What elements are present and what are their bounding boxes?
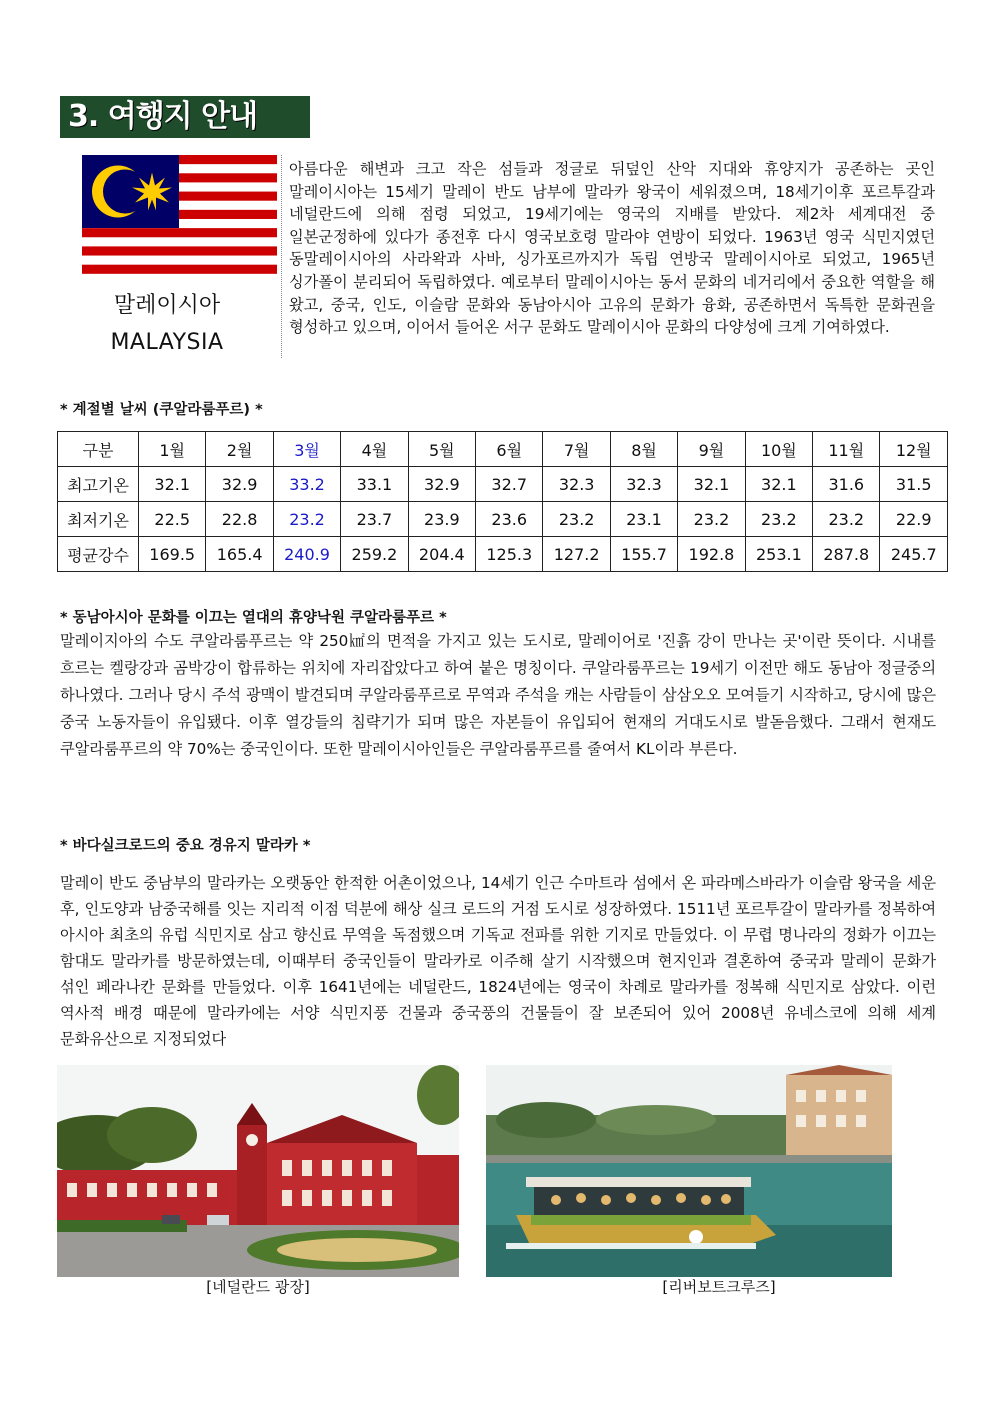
table-cell: 240.9 xyxy=(273,537,340,572)
table-cell: 23.6 xyxy=(476,502,543,537)
table-header-cell: 10월 xyxy=(745,432,812,467)
table-cell: 32.9 xyxy=(206,467,273,502)
table-cell: 33.2 xyxy=(273,467,340,502)
table-cell: 253.1 xyxy=(745,537,812,572)
table-cell: 23.2 xyxy=(745,502,812,537)
table-cell: 23.2 xyxy=(273,502,340,537)
table-header-cell: 3월 xyxy=(273,432,340,467)
table-cell: 32.3 xyxy=(543,467,610,502)
table-header-row xyxy=(58,432,948,467)
kl-paragraph: 말레이지아의 수도 쿠알라룸푸르는 약 250㎢의 면적을 가지고 있는 도시로, 말레이어로 '진흙 강이 만나는 곳'이란 뜻이다. 시내를 흐르는 켈랑강과 곰박강이 합류하는 위치에 자리잡았다고 하여 붙은 명칭이다. 쿠알라룸푸르는 19세기 이전만 해도 동남아 정글중의 하나였다. 그러나 당시 주석 광맥이 발견되며 쿠알라룸푸르로 무역과 주석을 캐는 사람들이 삼삼오오 모여들기 시작하고, 당시에 많은 중국 노동자들이 유입됐다. 이후 열강들의 침략기가 되며 많은 자본들이 유입되어 현재의 거대도시로 발돋음했다. 그래서 현재도 쿠알라룸푸르의 약 70%는 중국인이다. 또한 말레이시아인들은 쿠알라룸푸르를 줄여서 KL이라 부른다. xyxy=(60,632,936,758)
malaysia-flag-icon xyxy=(82,155,277,283)
table-header-cell: 구분 xyxy=(58,432,139,467)
table-cell: 최저기온 xyxy=(58,502,139,537)
table-row xyxy=(58,467,948,502)
table-cell: 22.9 xyxy=(880,502,948,537)
table-cell: 33.1 xyxy=(341,467,408,502)
table-cell: 259.2 xyxy=(341,537,408,572)
table-cell: 32.1 xyxy=(678,467,745,502)
red-colonial-square-photo xyxy=(57,1065,459,1277)
table-cell: 165.4 xyxy=(206,537,273,572)
table-header-cell: 8월 xyxy=(610,432,677,467)
table-cell: 32.9 xyxy=(408,467,475,502)
table-row xyxy=(58,537,948,572)
photo-caption: [네덜란드 광장] xyxy=(206,1278,310,1296)
table-cell: 192.8 xyxy=(678,537,745,572)
weather-heading: * 계절별 날씨 (쿠알라룸푸르) * xyxy=(60,402,263,418)
table-cell: 155.7 xyxy=(610,537,677,572)
table-header-cell: 12월 xyxy=(880,432,948,467)
table-header-cell: 5월 xyxy=(408,432,475,467)
table-cell: 23.9 xyxy=(408,502,475,537)
intro-paragraph: 아름다운 해변과 크고 작은 섬들과 정글로 뒤덮인 산악 지대와 휴양지가 공존하는 곳인 말레이시아는 15세기 말레이 반도 남부에 말라카 왕국이 세워졌으며, 18세기이후 포르투갈과 네덜란드에 의해 점령 되었고, 19세기에는 영국의 지배를 받았다. 제2차 세계대전 중 일본군정하에 있다가 종전후 다시 영국보호령 말라야 연방이 되었다. 1963년 영국 식민지였던 동말레이시아의 사라왁과 사바, 싱가포르까지가 독립 연방국 말레이시아로 되었고, 1965년 싱가폴이 분리되어 독립하였다. 예로부터 말레이시아는 동서 문화의 네거리에서 중요한 역할을 해 왔고, 중국, 인도, 이슬람 문화와 동남아시아 고유의 문화가 융화, 공존하면서 독특한 문화권을 형성하고 있으며, 이어서 들어온 서구 문화도 말레이시아 문화의 다양성에 크게 기여하였다. xyxy=(289,160,935,337)
table-header-cell: 7월 xyxy=(543,432,610,467)
table-cell: 32.1 xyxy=(745,467,812,502)
weather-table xyxy=(57,431,948,572)
table-cell: 32.1 xyxy=(139,467,206,502)
divider xyxy=(281,155,282,358)
table-cell: 125.3 xyxy=(476,537,543,572)
malacca-heading: * 바다실크로드의 중요 경유지 말라카 * xyxy=(60,838,311,854)
table-cell: 22.5 xyxy=(139,502,206,537)
table-cell: 245.7 xyxy=(880,537,948,572)
table-cell: 23.1 xyxy=(610,502,677,537)
table-cell: 31.5 xyxy=(880,467,948,502)
photo-caption: [리버보트크루즈] xyxy=(662,1278,776,1296)
table-header-cell: 2월 xyxy=(206,432,273,467)
table-cell: 23.2 xyxy=(543,502,610,537)
malacca-paragraph: 말레이 반도 중남부의 말라카는 오랫동안 한적한 어촌이었으나, 14세기 인근 수마트라 섬에서 온 파라메스바라가 이슬람 왕국을 세운 후, 인도양과 남중국해를 잇는 지리적 이점 덕분에 해상 실크 로드의 거점 도시로 성장하였다. 1511년 포르투갈이 말라카를 정복하여 아시아 최초의 유럽 식민지로 삼고 향신료 무역을 독점했으며 기독교 전파를 위한 기지로 만들었다. 이 무렵 명나라의 정화가 이끄는 함대도 말라카를 방문하였는데, 이때부터 중국인들이 말라카로 이주해 살기 시작했으며 현지인과 결혼하여 중국과 말레이 문화가 섞인 페라나칸 문화를 만들었다. 이후 1641년에는 네덜란드, 1824년에는 영국이 차례로 말라카를 정복해 식민지로 삼았다. 이런 역사적 배경 때문에 말라카에는 서양 식민지풍 건물과 중국풍의 건물들이 잘 보존되어 있어 2008년 유네스코에 의해 세계 문화유산으로 지정되었다 xyxy=(60,874,936,1048)
table-cell: 32.7 xyxy=(476,467,543,502)
country-name-en: MALAYSIA xyxy=(110,330,224,355)
kl-heading: * 동남아시아 문화를 이끄는 열대의 휴양낙원 쿠알라룸푸르 * xyxy=(60,610,447,626)
table-cell: 평균강수 xyxy=(58,537,139,572)
table-row xyxy=(58,502,948,537)
table-cell: 23.2 xyxy=(678,502,745,537)
table-header-cell: 6월 xyxy=(476,432,543,467)
country-name-ko: 말레이시아 xyxy=(113,293,221,318)
table-cell: 31.6 xyxy=(813,467,880,502)
table-cell: 127.2 xyxy=(543,537,610,572)
table-header-cell: 9월 xyxy=(678,432,745,467)
table-cell: 23.7 xyxy=(341,502,408,537)
section-title: 3. 여행지 안내 xyxy=(60,96,310,138)
table-header-cell: 4월 xyxy=(341,432,408,467)
river-boat-photo xyxy=(486,1065,892,1277)
table-cell: 287.8 xyxy=(813,537,880,572)
table-cell: 204.4 xyxy=(408,537,475,572)
table-cell: 최고기온 xyxy=(58,467,139,502)
table-cell: 23.2 xyxy=(813,502,880,537)
table-cell: 32.3 xyxy=(610,467,677,502)
table-header-cell: 11월 xyxy=(813,432,880,467)
table-cell: 22.8 xyxy=(206,502,273,537)
table-header-cell: 1월 xyxy=(139,432,206,467)
table-cell: 169.5 xyxy=(139,537,206,572)
